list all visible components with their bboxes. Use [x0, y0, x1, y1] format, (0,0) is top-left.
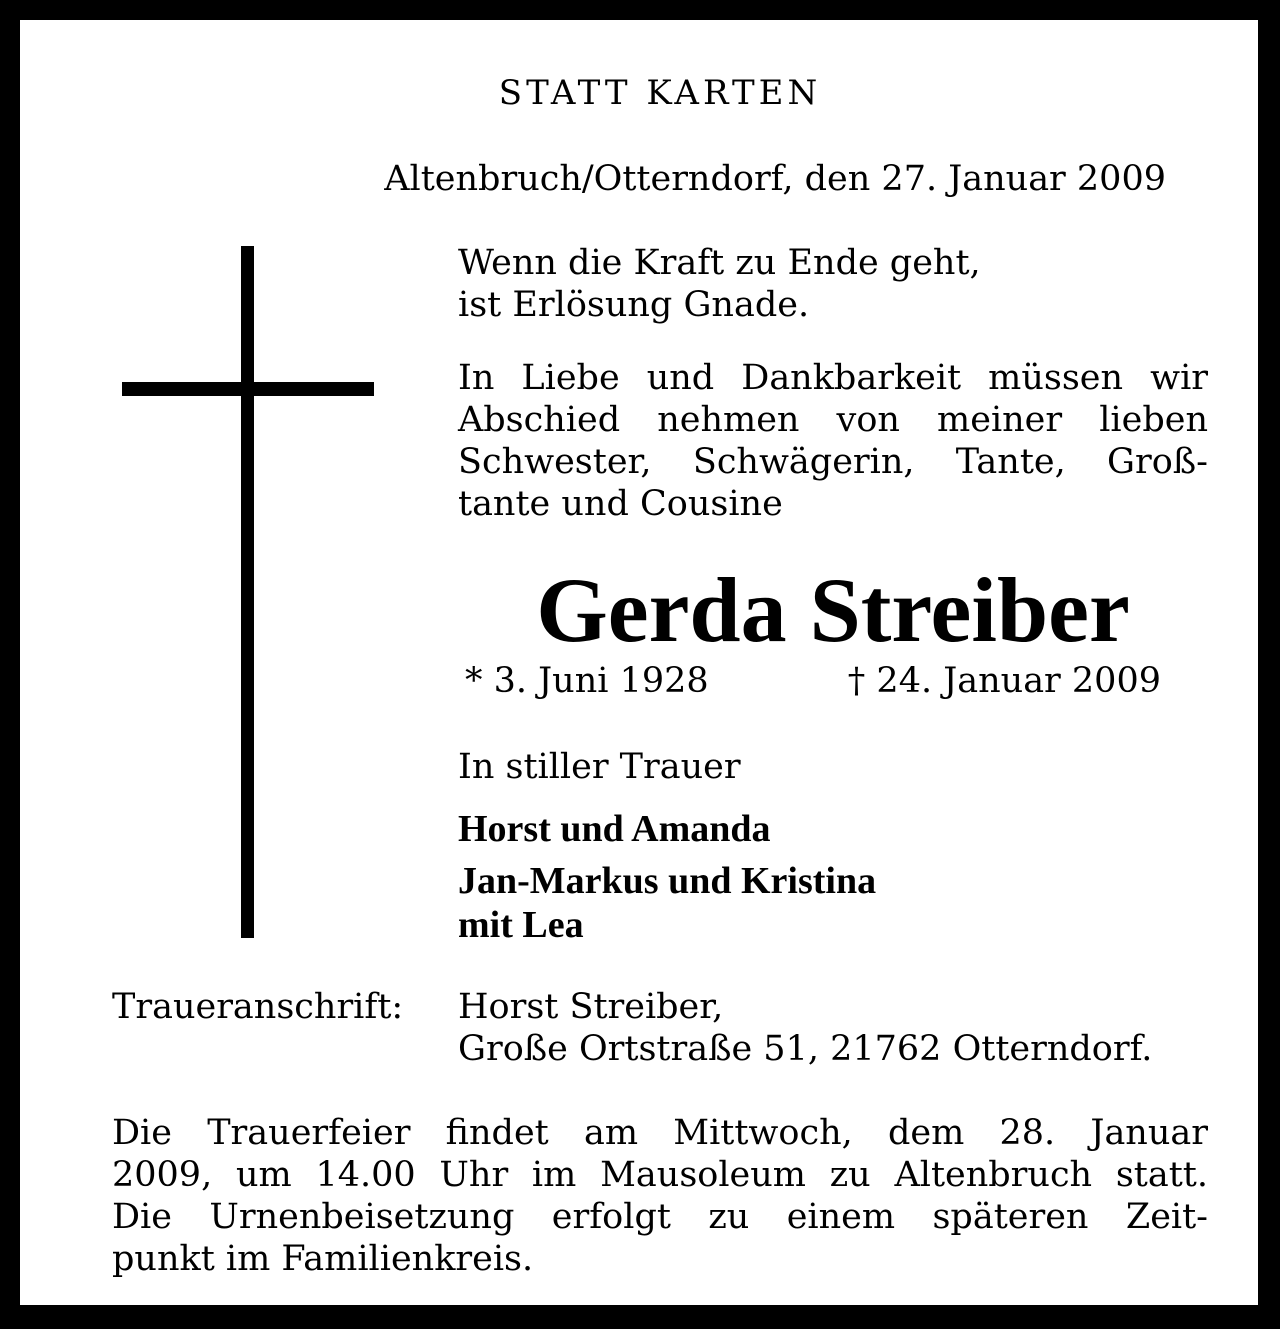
mourner-line: mit Lea	[458, 904, 584, 946]
birth-date: * 3. Juni 1928	[465, 661, 709, 701]
funeral-line: Die Urnenbeisetzung erfolgt zu einem späteren Zeit-	[112, 1197, 1208, 1237]
deceased-name: Gerda Streiber	[536, 559, 1130, 661]
mourner-line: Horst und Amanda	[458, 808, 771, 850]
statt-karten-header: STATT KARTEN	[498, 73, 822, 113]
intro-line: In Liebe und Dankbarkeit müssen wir	[458, 358, 1208, 398]
place-date: Altenbruch/Otterndorf, den 27. Januar 2009	[384, 159, 1166, 199]
address-label: Traueranschrift:	[112, 987, 404, 1027]
poem-line: Wenn die Kraft zu Ende geht,	[458, 243, 981, 283]
death-date: † 24. Januar 2009	[847, 661, 1161, 701]
funeral-line: punkt im Familienkreis.	[112, 1239, 534, 1279]
intro-line: Schwester, Schwägerin, Tante, Groß-	[458, 442, 1208, 482]
funeral-line: Die Trauerfeier findet am Mittwoch, dem 28. Januar	[112, 1113, 1208, 1153]
address-line: Horst Streiber,	[458, 987, 724, 1027]
mourner-line: Jan-Markus und Kristina	[458, 860, 877, 902]
cross-horizontal-bar	[122, 382, 374, 396]
intro-line: Abschied nehmen von meiner lieben	[458, 400, 1208, 440]
intro-line: tante und Cousine	[458, 484, 783, 524]
poem-line: ist Erlösung Gnade.	[458, 285, 810, 325]
funeral-line: 2009, um 14.00 Uhr im Mausoleum zu Altenbruch statt.	[112, 1155, 1208, 1195]
address-line: Große Ortstraße 51, 21762 Otterndorf.	[458, 1029, 1153, 1069]
mourning-label: In stiller Trauer	[458, 747, 741, 787]
cross-vertical-bar	[241, 246, 254, 938]
